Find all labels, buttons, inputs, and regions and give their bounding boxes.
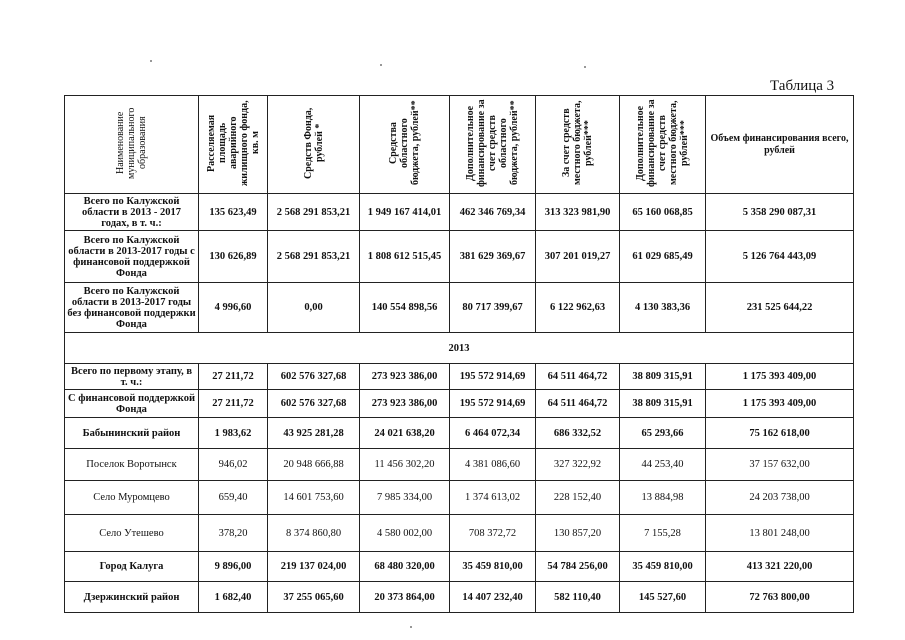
municipality-cell: Дзержинский район bbox=[65, 582, 199, 613]
total-cell: 231 525 644,22 bbox=[706, 283, 854, 333]
area-cell: 659,40 bbox=[199, 481, 268, 515]
local-cell: 64 511 464,72 bbox=[536, 364, 620, 390]
local-cell: 228 152,40 bbox=[536, 481, 620, 515]
area-cell: 378,20 bbox=[199, 515, 268, 552]
table-row bbox=[65, 582, 854, 613]
additional-local-cell: 65 160 068,85 bbox=[620, 194, 706, 231]
additional-local-cell: 44 253,40 bbox=[620, 449, 706, 481]
additional-local-cell: 13 884,98 bbox=[620, 481, 706, 515]
additional-local-cell: 38 809 315,91 bbox=[620, 390, 706, 418]
municipality-cell: Всего по Калужской области в 2013-2017 годы без финансовой поддержки Фонда bbox=[65, 283, 199, 333]
regional-cell: 24 021 638,20 bbox=[360, 418, 450, 449]
local-cell: 313 323 981,90 bbox=[536, 194, 620, 231]
scan-speck bbox=[410, 626, 412, 628]
table-row bbox=[65, 481, 854, 515]
total-cell: 5 358 290 087,31 bbox=[706, 194, 854, 231]
municipality-cell: Село Муромцево bbox=[65, 481, 199, 515]
area-cell: 1 983,62 bbox=[199, 418, 268, 449]
total-cell: 1 175 393 409,00 bbox=[706, 364, 854, 390]
header-total: Объем финансирования всего, рублей bbox=[706, 96, 854, 194]
local-cell: 130 857,20 bbox=[536, 515, 620, 552]
additional-regional-cell: 14 407 232,40 bbox=[450, 582, 536, 613]
table-row bbox=[65, 364, 854, 390]
municipality-cell: Всего по Калужской области в 2013-2017 годы с финансовой поддержкой Фонда bbox=[65, 231, 199, 283]
header-row bbox=[65, 96, 854, 194]
municipality-cell: Село Утешево bbox=[65, 515, 199, 552]
regional-cell: 4 580 002,00 bbox=[360, 515, 450, 552]
total-cell: 13 801 248,00 bbox=[706, 515, 854, 552]
fund-cell: 8 374 860,80 bbox=[268, 515, 360, 552]
local-cell: 582 110,40 bbox=[536, 582, 620, 613]
total-cell: 1 175 393 409,00 bbox=[706, 390, 854, 418]
municipality-cell: Всего по первому этапу, в т. ч.: bbox=[65, 364, 199, 390]
additional-local-cell: 7 155,28 bbox=[620, 515, 706, 552]
local-cell: 686 332,52 bbox=[536, 418, 620, 449]
municipality-cell: Бабынинский район bbox=[65, 418, 199, 449]
regional-cell: 20 373 864,00 bbox=[360, 582, 450, 613]
municipality-cell: Поселок Воротынск bbox=[65, 449, 199, 481]
additional-regional-cell: 80 717 399,67 bbox=[450, 283, 536, 333]
area-cell: 130 626,89 bbox=[199, 231, 268, 283]
table-row bbox=[65, 418, 854, 449]
area-cell: 946,02 bbox=[199, 449, 268, 481]
scan-speck bbox=[380, 64, 382, 66]
scan-speck bbox=[584, 66, 586, 68]
area-cell: 9 896,00 bbox=[199, 552, 268, 582]
additional-local-cell: 38 809 315,91 bbox=[620, 364, 706, 390]
table-row bbox=[65, 194, 854, 231]
table-row bbox=[65, 515, 854, 552]
additional-regional-cell: 195 572 914,69 bbox=[450, 364, 536, 390]
additional-regional-cell: 35 459 810,00 bbox=[450, 552, 536, 582]
regional-cell: 1 808 612 515,45 bbox=[360, 231, 450, 283]
local-cell: 6 122 962,63 bbox=[536, 283, 620, 333]
fund-cell: 2 568 291 853,21 bbox=[268, 194, 360, 231]
total-cell: 72 763 800,00 bbox=[706, 582, 854, 613]
regional-cell: 273 923 386,00 bbox=[360, 364, 450, 390]
header-additional-local: Дополнительное финансирование за счет средств местного бюджета, рублей*** bbox=[620, 96, 706, 194]
area-cell: 27 211,72 bbox=[199, 390, 268, 418]
additional-regional-cell: 708 372,72 bbox=[450, 515, 536, 552]
additional-regional-cell: 4 381 086,60 bbox=[450, 449, 536, 481]
municipality-cell: Всего по Калужской области в 2013 - 2017 годах, в т. ч.: bbox=[65, 194, 199, 231]
additional-regional-cell: 1 374 613,02 bbox=[450, 481, 536, 515]
additional-regional-cell: 462 346 769,34 bbox=[450, 194, 536, 231]
additional-local-cell: 35 459 810,00 bbox=[620, 552, 706, 582]
table-row bbox=[65, 552, 854, 582]
fund-cell: 43 925 281,28 bbox=[268, 418, 360, 449]
header-regional-budget: Средства областного бюджета, рублей** bbox=[360, 96, 450, 194]
additional-regional-cell: 6 464 072,34 bbox=[450, 418, 536, 449]
regional-cell: 1 949 167 414,01 bbox=[360, 194, 450, 231]
area-cell: 135 623,49 bbox=[199, 194, 268, 231]
table-caption: Таблица 3 bbox=[770, 78, 835, 94]
additional-regional-cell: 195 572 914,69 bbox=[450, 390, 536, 418]
header-municipality: Наименование муниципального образования bbox=[65, 96, 199, 194]
fund-cell: 219 137 024,00 bbox=[268, 552, 360, 582]
total-cell: 37 157 632,00 bbox=[706, 449, 854, 481]
local-cell: 307 201 019,27 bbox=[536, 231, 620, 283]
header-area: Расселяемая площадь аварийного жилищного фонда, кв. м bbox=[199, 96, 268, 194]
fund-cell: 20 948 666,88 bbox=[268, 449, 360, 481]
total-cell: 75 162 618,00 bbox=[706, 418, 854, 449]
local-cell: 64 511 464,72 bbox=[536, 390, 620, 418]
year-label: 2013 bbox=[65, 333, 854, 364]
regional-cell: 273 923 386,00 bbox=[360, 390, 450, 418]
regional-cell: 140 554 898,56 bbox=[360, 283, 450, 333]
additional-local-cell: 61 029 685,49 bbox=[620, 231, 706, 283]
fund-cell: 0,00 bbox=[268, 283, 360, 333]
table-row bbox=[65, 449, 854, 481]
fund-cell: 14 601 753,60 bbox=[268, 481, 360, 515]
fund-cell: 602 576 327,68 bbox=[268, 364, 360, 390]
table-row bbox=[65, 283, 854, 333]
fund-cell: 2 568 291 853,21 bbox=[268, 231, 360, 283]
additional-local-cell: 4 130 383,36 bbox=[620, 283, 706, 333]
fund-cell: 602 576 327,68 bbox=[268, 390, 360, 418]
additional-regional-cell: 381 629 369,67 bbox=[450, 231, 536, 283]
additional-local-cell: 65 293,66 bbox=[620, 418, 706, 449]
header-additional-regional: Дополнительное финансирование за счет средств областного бюджета, рублей** bbox=[450, 96, 536, 194]
table-row bbox=[65, 231, 854, 283]
regional-cell: 11 456 302,20 bbox=[360, 449, 450, 481]
fund-cell: 37 255 065,60 bbox=[268, 582, 360, 613]
year-row bbox=[65, 333, 854, 364]
total-cell: 5 126 764 443,09 bbox=[706, 231, 854, 283]
area-cell: 27 211,72 bbox=[199, 364, 268, 390]
municipality-cell: Город Калуга bbox=[65, 552, 199, 582]
financing-table bbox=[64, 95, 854, 613]
header-local-budget: За счет средств местного бюджета, рублей*** bbox=[536, 96, 620, 194]
municipality-cell: С финансовой поддержкой Фонда bbox=[65, 390, 199, 418]
additional-local-cell: 145 527,60 bbox=[620, 582, 706, 613]
table-row bbox=[65, 390, 854, 418]
area-cell: 4 996,60 bbox=[199, 283, 268, 333]
total-cell: 413 321 220,00 bbox=[706, 552, 854, 582]
scan-speck bbox=[150, 60, 152, 62]
area-cell: 1 682,40 bbox=[199, 582, 268, 613]
header-fund: Средств Фонда, рублей * bbox=[268, 96, 360, 194]
local-cell: 54 784 256,00 bbox=[536, 552, 620, 582]
total-cell: 24 203 738,00 bbox=[706, 481, 854, 515]
regional-cell: 7 985 334,00 bbox=[360, 481, 450, 515]
local-cell: 327 322,92 bbox=[536, 449, 620, 481]
regional-cell: 68 480 320,00 bbox=[360, 552, 450, 582]
